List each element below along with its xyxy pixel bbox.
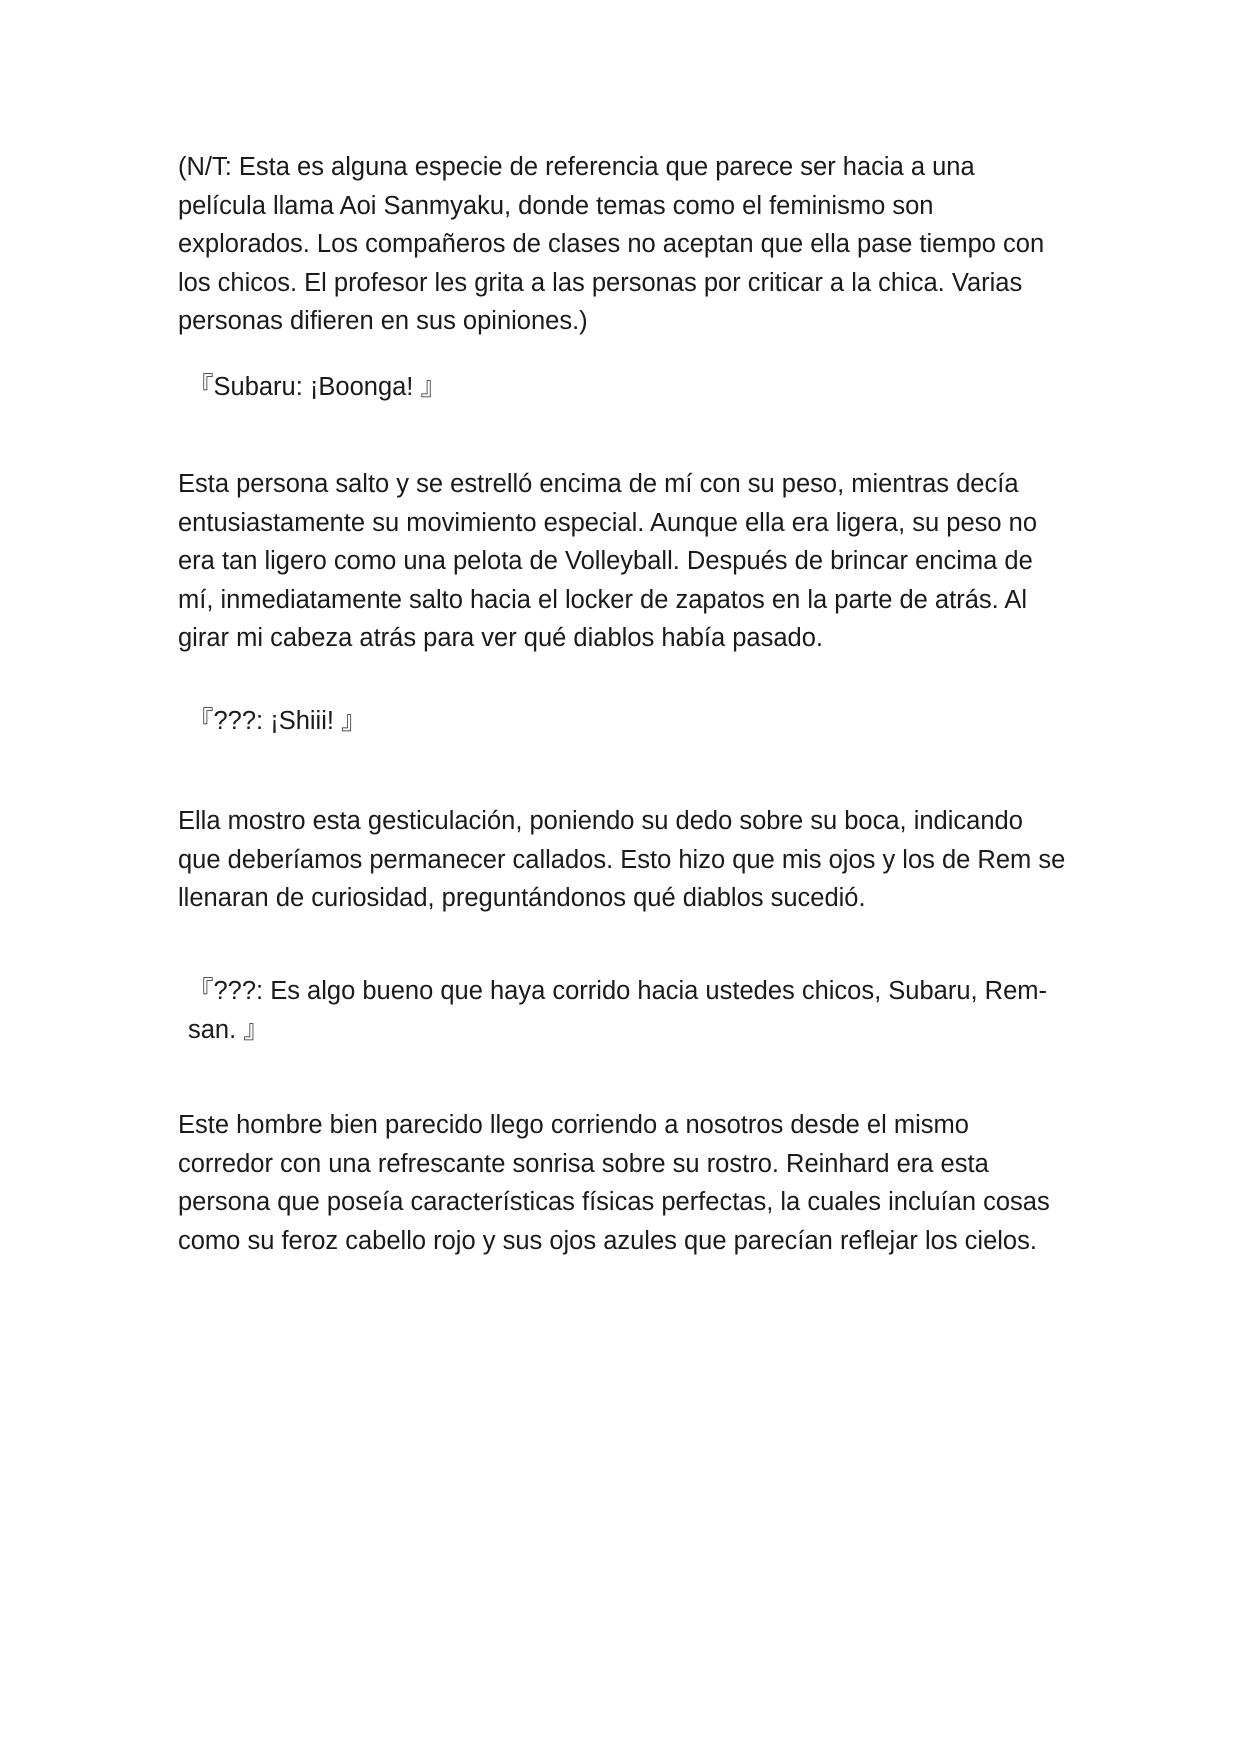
narration-paragraph-1: Esta persona salto y se estrelló encima de mí con su peso, mientras decía entusiastamente su movimiento especial. Aunque ella era ligera, su peso no era tan ligero como una pelota de Volleyball. Después de brincar encima de mí, inmediatamente salto hacia el locker de zapatos en la parte de atrás. Al girar mi cabeza atrás para ver qué diablos había pasado. [178,470,1038,652]
translator-note-paragraph: (N/T: Esta es alguna especie de referencia que parece ser hacia a una película llama Aoi Sanmyaku, donde temas como el feminismo son explorados. Los compañeros de clases no aceptan que ella pase tiempo con los chicos. El profesor les grita a las personas por criticar a la chica. Varias personas difieren en sus opiniones.) [178,153,1045,335]
dialogue-unknown-2: 『???: Es algo bueno que haya corrido hacia ustedes chicos, Subaru, Rem-san. 』 [188,977,1048,1044]
narration-paragraph-2: Ella mostro esta gesticulación, poniendo su dedo sobre su boca, indicando que deberíamos permanecer callados. Esto hizo que mis ojos y los de Rem se llenaran de curiosidad, preguntándonos qué diablos sucedió. [178,807,1066,912]
dialogue-subaru: 『Subaru: ¡Boonga! 』 [188,373,446,401]
dialogue-unknown-1: 『???: ¡Shiii! 』 [188,707,367,735]
narration-paragraph-3: Este hombre bien parecido llego corriendo a nosotros desde el mismo corredor con una refrescante sonrisa sobre su rostro. Reinhard era esta persona que poseía características físicas perfectas, la cuales incluían cosas como su feroz cabello rojo y sus ojos azules que parecían reflejar los cielos. [178,1111,1050,1255]
